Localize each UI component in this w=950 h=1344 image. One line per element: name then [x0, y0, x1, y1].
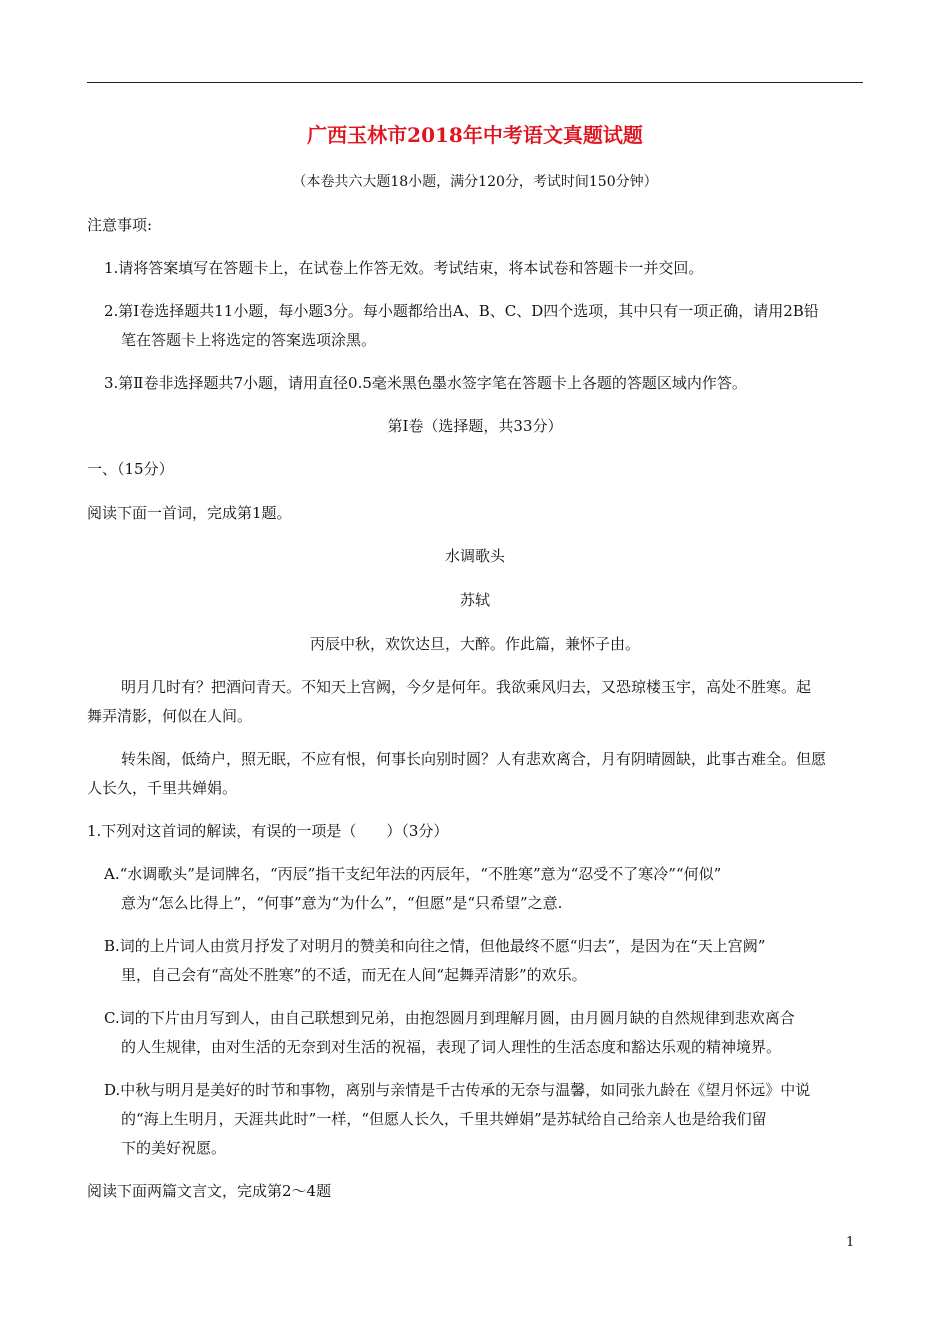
- notice-item-2-line2: 笔在答题卡上将选定的答案选项涂黑。: [121, 331, 377, 349]
- part-heading: 一、（15分）: [87, 460, 174, 478]
- notice-heading: 注意事项:: [87, 216, 153, 234]
- option-b-line1: B.词的上片词人由赏月抒发了对明月的赞美和向往之情，但他最终不愿“归去”，是因为在“天上宫阙”: [104, 937, 766, 955]
- option-a-line1: A.“水调歌头”是词牌名，“丙辰”指干支纪年法的丙辰年，“不胜寒”意为“忍受不了寒冷”“何似”: [104, 865, 722, 883]
- notice-item-2-line1: 2.第Ⅰ卷选择题共11小题，每小题3分。每小题都给出A、B、C、D四个选项，其中只有一项正确，请用2B铅: [104, 302, 819, 320]
- option-a-line2: 意为“怎么比得上”，“何事”意为“为什么”，“但愿”是“只希望”之意.: [121, 894, 563, 912]
- poem-preface: 丙辰中秋，欢饮达旦，大醉。作此篇，兼怀子由。: [309, 635, 640, 653]
- option-d-line3: 下的美好祝愿。: [121, 1139, 227, 1157]
- option-b-line2: 里，自己会有“高处不胜寒”的不适，而无在人间“起舞弄清影”的欢乐。: [121, 966, 587, 984]
- poem-title: 水调歌头: [444, 547, 505, 565]
- reading-instruction-2: 阅读下面两篇文言文，完成第2～4题: [87, 1182, 332, 1200]
- exam-subtitle: （本卷共六大题18小题，满分120分，考试时间150分钟）: [292, 174, 658, 190]
- page-number: 1: [846, 1235, 855, 1250]
- question-1-stem: 1.下列对这首词的解读，有误的一项是（ ）（3分）: [87, 822, 449, 840]
- notice-item-3: 3.第Ⅱ卷非选择题共7小题，请用直径0.5毫米黑色墨水签字笔在答题卡上各题的答题区域内作答。: [104, 374, 747, 392]
- poem-para1-line2: 舞弄清影，何似在人间。: [87, 707, 253, 725]
- notice-item-1: 1.请将答案填写在答题卡上，在试卷上作答无效。考试结束，将本试卷和答题卡一并交回。: [104, 259, 704, 277]
- page-title: 广西玉林市2018年中考语文真题试题: [307, 123, 643, 147]
- poem-para1-line1: 明月几时有？把酒问青天。不知天上宫阙，今夕是何年。我欲乘风归去，又恐琼楼玉宇，高处不胜寒。起: [121, 678, 812, 696]
- option-d-line2: 的“海上生明月，天涯共此时”一样，“但愿人长久，千里共婵娟”是苏轼给自己给亲人也是给我们留: [121, 1110, 767, 1128]
- header-rule: [87, 82, 863, 83]
- option-c-line1: C.词的下片由月写到人，由自己联想到兄弟，由抱怨圆月到理解月圆，由月圆月缺的自然规律到悲欢离合: [104, 1009, 795, 1027]
- option-c-line2: 的人生规律，由对生活的无奈到对生活的祝福，表现了词人理性的生活态度和豁达乐观的精神境界。: [121, 1038, 782, 1056]
- reading-instruction-1: 阅读下面一首词，完成第1题。: [87, 504, 292, 522]
- option-d-line1: D.中秋与明月是美好的时节和事物，离别与亲情是千古传承的无奈与温馨，如同张九龄在《望月怀远》中说: [104, 1081, 811, 1099]
- section-title: 第Ⅰ卷（选择题，共33分）: [387, 417, 563, 435]
- poem-para2-line2: 人长久，千里共婵娟。: [87, 779, 238, 797]
- poem-author: 苏轼: [459, 591, 490, 609]
- poem-para2-line1: 转朱阁，低绮户，照无眠，不应有恨，何事长向别时圆？人有悲欢离合，月有阴晴圆缺，此事古难全。但愿: [121, 750, 827, 768]
